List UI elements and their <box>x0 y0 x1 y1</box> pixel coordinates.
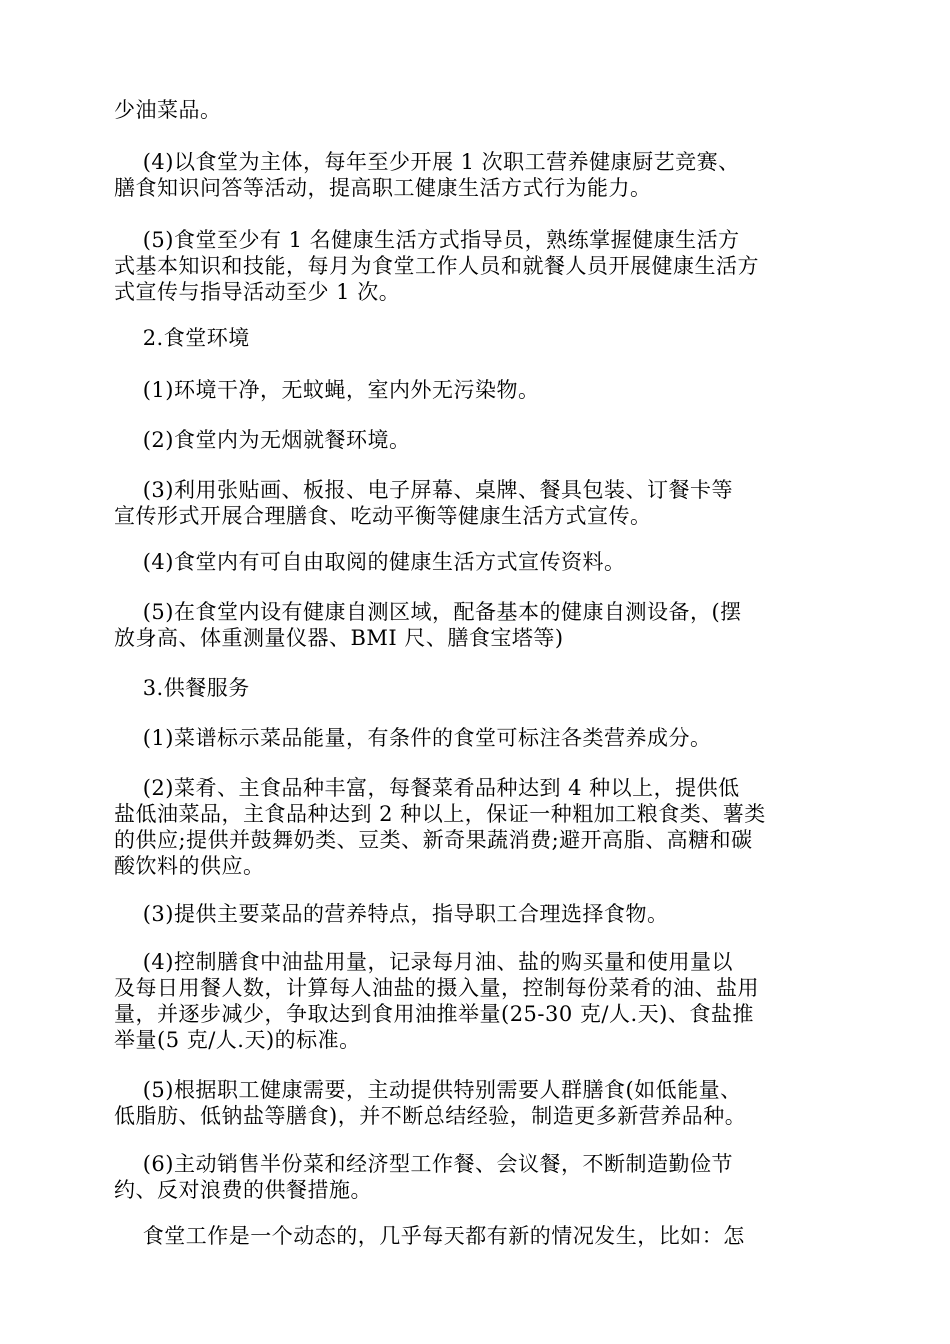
text-line: 低脂肪、低钠盐等膳食)，并不断总结经验，制造更多新营养品种。 <box>114 1104 747 1128</box>
text-line: 酸饮料的供应。 <box>114 854 265 878</box>
text-line: (5)在食堂内设有健康自测区域，配备基本的健康自测设备，(摆 <box>114 600 742 624</box>
text-line: 少油菜品。 <box>114 98 222 122</box>
text-line: (3)利用张贴画、板报、电子屏幕、桌牌、餐具包装、订餐卡等 <box>114 478 733 502</box>
text-line: (5)根据职工健康需要，主动提供特别需要人群膳食(如低能量、 <box>114 1078 742 1102</box>
text-line: (1)环境干净，无蚊蝇，室内外无污染物。 <box>114 378 540 402</box>
text-line: (6)主动销售半份菜和经济型工作餐、会议餐，不断制造勤俭节 <box>114 1152 733 1176</box>
text-line: 盐低油菜品，主食品种达到 2 种以上，保证一种粗加工粮食类、薯类 <box>114 802 766 826</box>
text-line: 膳食知识问答等活动，提高职工健康生活方式行为能力。 <box>114 176 652 200</box>
text-line: 约、反对浪费的供餐措施。 <box>114 1178 372 1202</box>
text-line: 食堂工作是一个动态的，几乎每天都有新的情况发生，比如：怎 <box>114 1224 745 1248</box>
text-line: 及每日用餐人数，计算每人油盐的摄入量，控制每份菜肴的油、盐用 <box>114 976 759 1000</box>
text-line: (1)菜谱标示菜品能量，有条件的食堂可标注各类营养成分。 <box>114 726 712 750</box>
text-line: (2)食堂内为无烟就餐环境。 <box>114 428 411 452</box>
text-line: (4)以食堂为主体，每年至少开展 1 次职工营养健康厨艺竞赛、 <box>114 150 740 174</box>
text-line: 式宣传与指导活动至少 1 次。 <box>114 280 401 304</box>
text-line: (4)控制膳食中油盐用量，记录每月油、盐的购买量和使用量以 <box>114 950 733 974</box>
text-line: 宣传形式开展合理膳食、吃动平衡等健康生活方式宣传。 <box>114 504 652 528</box>
text-line: 式基本知识和技能，每月为食堂工作人员和就餐人员开展健康生活方 <box>114 254 759 278</box>
text-line: 的供应;提供并鼓舞奶类、豆类、新奇果蔬消费;避开高脂、高糖和碳 <box>114 828 753 852</box>
text-line: 放身高、体重测量仪器、BMI 尺、膳食宝塔等) <box>114 626 564 650</box>
section-heading: 2.食堂环境 <box>114 326 250 350</box>
text-line: (4)食堂内有可自由取阅的健康生活方式宣传资料。 <box>114 550 626 574</box>
text-line: 量，并逐步减少，争取达到食用油推举量(25-30 克/人.天)、食盐推 <box>114 1002 754 1026</box>
text-line: (2)菜肴、主食品种丰富，每餐菜肴品种达到 4 种以上，提供低 <box>114 776 740 800</box>
section-heading: 3.供餐服务 <box>114 676 250 700</box>
text-line: 举量(5 克/人.天)的标准。 <box>114 1028 361 1052</box>
text-line: (3)提供主要菜品的营养特点，指导职工合理选择食物。 <box>114 902 669 926</box>
text-line: (5)食堂至少有 1 名健康生活方式指导员，熟练掌握健康生活方 <box>114 228 740 252</box>
